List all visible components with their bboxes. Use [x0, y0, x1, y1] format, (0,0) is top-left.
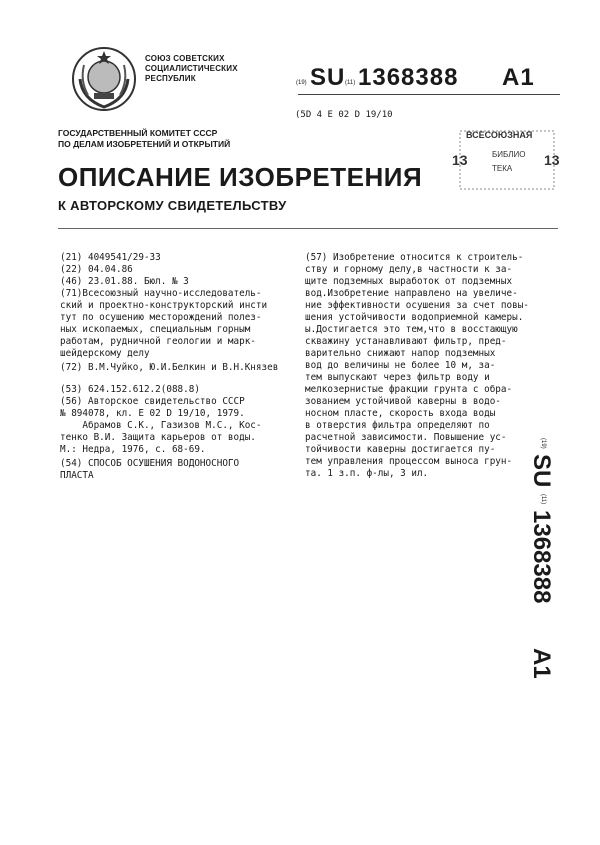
org-line-2: СОЦИАЛИСТИЧЕСКИХ [145, 64, 238, 73]
bib-line: (72) В.М.Чуйко, Ю.И.Белкин и В.Н.Князев [60, 362, 279, 373]
library-stamp [452, 128, 562, 192]
org-line-3: РЕСПУБЛИК [145, 74, 196, 83]
bib-line: № 894078, кл. Е 02 D 19/10, 1979. [60, 408, 245, 419]
code-19: (19) [296, 80, 307, 86]
abstract-line: ние эффективности осушения за счет повы- [305, 300, 529, 311]
side-code-19: (19) [540, 438, 546, 449]
bib-line: (71)Всесоюзный научно-исследователь- [60, 288, 262, 299]
header-rule [298, 94, 560, 95]
side-code-11: (11) [540, 494, 546, 505]
bib-line: тут по осушению месторождений полез- [60, 312, 262, 323]
abstract-line: варительно снижают напор подземных [305, 348, 496, 359]
bib-line: (56) Авторское свидетельство СССР [60, 396, 245, 407]
bib-line: М.: Недра, 1976, с. 68-69. [60, 444, 206, 455]
committee-line-1: ГОСУДАРСТВЕННЫЙ КОМИТЕТ СССР [58, 128, 218, 138]
kind-code: A1 [502, 64, 535, 91]
country-code: SU [310, 64, 346, 91]
abstract-line: ству и горному делу,в частности к за- [305, 264, 513, 275]
bib-line: ПЛАСТА [60, 470, 94, 481]
abstract-line: скважину устанавливают фильтр, пред- [305, 336, 507, 347]
side-patent-label [512, 430, 572, 690]
title-rule [58, 228, 558, 229]
ipc-code: (5D 4 Е 02 D 19/10 [295, 110, 393, 120]
stamp-line-3: ТЕКА [492, 164, 513, 173]
bib-line: Абрамов С.К., Газизов М.С., Кос- [60, 420, 262, 431]
bib-line: (46) 23.01.88. Бюл. № 3 [60, 276, 189, 287]
bib-line: шейдерскому делу [60, 348, 150, 359]
document-title: ОПИСАНИЕ ИЗОБРЕТЕНИЯ [58, 162, 423, 192]
patent-number: 1368388 [358, 64, 459, 91]
bib-line: работам, рудничной геологии и марк- [60, 336, 256, 347]
document-subtitle: К АВТОРСКОМУ СВИДЕТЕЛЬСТВУ [58, 198, 287, 213]
bib-line: (53) 624.152.612.2(088.8) [60, 384, 200, 395]
bib-line: (54) СПОСОБ ОСУШЕНИЯ ВОДОНОСНОГО [60, 458, 240, 469]
bib-line: ский и проектно-конструкторский инсти [60, 300, 268, 311]
code-11: (11) [345, 80, 356, 86]
abstract-line: мелкозернистые фракции грунта с обра- [305, 384, 513, 395]
abstract-line: вод до величины не более 10 м, за- [305, 360, 496, 371]
side-number: 1368388 [528, 510, 555, 604]
org-line-1: СОЮЗ СОВЕТСКИХ [145, 54, 225, 63]
bib-line: (21) 4049541/29-33 [60, 252, 161, 263]
abstract-line: шения устойчивости водоприемной камеры. [305, 312, 524, 323]
ussr-emblem-icon [70, 45, 138, 113]
committee-line-2: ПО ДЕЛАМ ИЗОБРЕТЕНИЙ И ОТКРЫТИЙ [58, 139, 231, 149]
abstract-line: ы.Достигается это тем,что в восстающую [305, 324, 518, 335]
abstract-line: в отверстия фильтра определяют по [305, 420, 490, 431]
abstract-line: тойчивости каверны достигается пу- [305, 444, 496, 455]
stamp-right-number: 13 [544, 152, 560, 168]
stamp-line-2: БИБЛИО [492, 150, 526, 159]
abstract-line: зованием устойчивой каверны в водо- [305, 396, 501, 407]
abstract-line: тем выпускают через фильтр воду и [305, 372, 490, 383]
stamp-line-1: ВСЕСОЮЗНАЯ [466, 130, 533, 140]
bib-line: тенко В.И. Защита карьеров от воды. [60, 432, 256, 443]
abstract-line: (57) Изобретение относится к строитель- [305, 252, 524, 263]
abstract-line: вод.Изобретение направлено на увеличе- [305, 288, 518, 299]
abstract-line: та. 1 з.п. ф-лы, 3 ил. [305, 468, 429, 479]
abstract-line: щите подземных выработок от подземных [305, 276, 513, 287]
side-kind: A1 [528, 648, 555, 679]
bib-line: (22) 04.04.86 [60, 264, 133, 275]
side-country: SU [528, 454, 555, 488]
abstract-line: тем управления процессом выноса грун- [305, 456, 513, 467]
bib-line: ных ископаемых, специальным горным [60, 324, 251, 335]
abstract-line: носном пласте, скорость входа воды [305, 408, 496, 419]
abstract-line: расчетной зависимости. Повышение ус- [305, 432, 507, 443]
stamp-left-number: 13 [452, 152, 468, 168]
